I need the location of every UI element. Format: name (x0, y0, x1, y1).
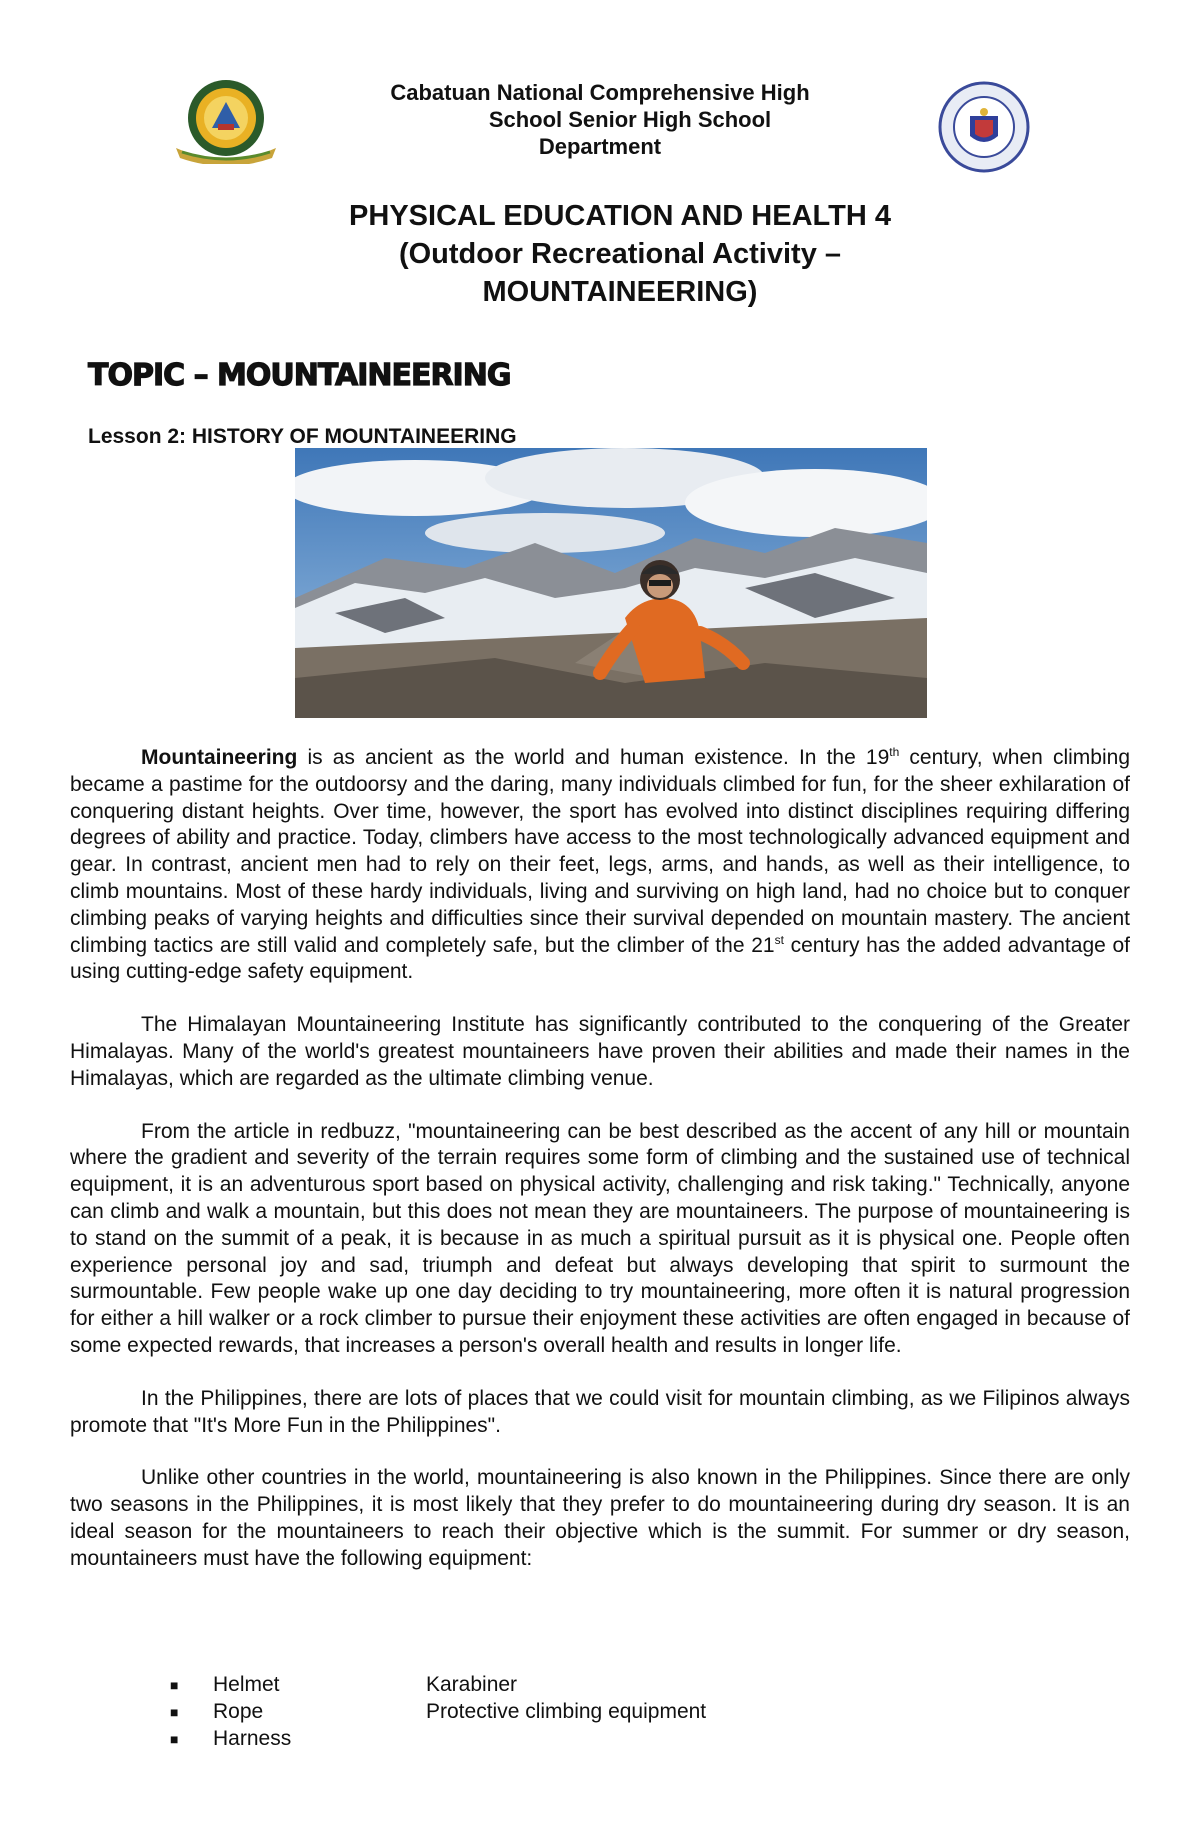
equipment-item: Helmet (213, 1673, 280, 1696)
paragraph-1-lead: Mountaineering (141, 746, 298, 769)
school-name-line1: Cabatuan National Comprehensive High (390, 80, 810, 105)
deped-seal-logo-icon (935, 78, 1033, 176)
mountaineer-photo (295, 448, 927, 718)
paragraph-1-part-b: century, when climbing became a pastime for the outdoorsy and the daring, many individuals climbed for fun, for the sheer exhilaration of conquering distant heights. Over time, however, the sport has evolved into distinct disciplines requiring differing degrees of ability and practice. Today, climbers have access to the most technologically advanced equipment and gear. In contrast, ancient men had to rely on their feet, legs, arms, and hands, as well as their intelligence, to climb mountains. Most of these hardy individuals, living and surviving on high land, had no choice but to conquer climbing peaks of varying heights and difficulties since their survival depended on mountain mastery. The ancient climbing tactics are still valid and completely safe, but the climber of the 21 (70, 746, 1130, 957)
equipment-item: Harness (213, 1726, 292, 1750)
body-text (70, 745, 1130, 1599)
document-title (160, 197, 1080, 311)
topic-heading: TOPIC – MOUNTAINEERING (88, 358, 511, 393)
paragraph-3: From the article in redbuzz, "mountaineering can be best described as the accent of any hill or mountain where the gradient and severity of the terrain requires some form of climbing and the sustained use of technical equipment, it is an adventurous sport based on physical activity, challenging and risk taking." Technically, anyone can climb and walk a mountain, but this does not mean they are mountaineers. The purpose of mountaineering is to stand on the summit of a peak, it is because in as much a spiritual pursuit as it is physical one. People often experience personal joy and sad, triumph and defeat but always developing that spirit to surmount the surmountable. Few people wake up one day deciding to try mountaineering, more often it is natural progression for either a hill walker or a rock climber to pursue their enjoyment these activities are often engaged in because of some expected rewards, that increases a person's overall health and results in longer life. (70, 1119, 1130, 1357)
paragraph-2: The Himalayan Mountaineering Institute has significantly contributed to the conquering of the Greater Himalayas. Many of the world's greatest mountaineers have proven their abilities and made their names in the Himalayas, which are regarded as the ultimate climbing venue. (70, 1013, 1130, 1090)
equipment-list (170, 1672, 970, 1752)
bullet-icon: ■ (170, 1730, 179, 1747)
lesson-heading: Lesson 2: HISTORY OF MOUNTAINEERING (88, 425, 517, 448)
school-name (330, 79, 870, 160)
list-item (170, 1699, 970, 1726)
title-line2: (Outdoor Recreational Activity – (398, 238, 842, 270)
school-seal-logo-icon (170, 78, 282, 164)
title-line3: MOUNTAINEERING) (482, 276, 758, 308)
paragraph-5: Unlike other countries in the world, mountaineering is also known in the Philippines. Since there are only two seasons in the Philippines, it is most likely that they prefer to do mountaineering during dry season. It is an ideal season for the mountaineers to reach their objective which is the summit. For summer or dry season, mountaineers must have the following equipment: (70, 1466, 1130, 1570)
equipment-item: Rope (213, 1699, 264, 1723)
school-name-line3: Department (538, 134, 662, 159)
paragraph-1 (70, 745, 1130, 986)
bullet-icon: ■ (170, 1677, 179, 1693)
bullet-icon: ■ (170, 1703, 179, 1720)
ordinal-suffix: th (889, 745, 900, 759)
paragraph-1-part-a: is as ancient as the world and human existence. In the 19 (297, 746, 890, 769)
equipment-item: Karabiner (426, 1673, 518, 1696)
title-line1: PHYSICAL EDUCATION AND HEALTH 4 (349, 200, 891, 232)
list-item (170, 1672, 970, 1699)
equipment-item: Protective climbing equipment (426, 1699, 707, 1723)
paragraph-4: In the Philippines, there are lots of places that we could visit for mountain climbing, as we Filipinos always promote that "It's More Fun in the Philippines". (70, 1386, 1130, 1437)
paragraph-1-part-c: century has the added advantage of using cutting-edge safety equipment. (70, 933, 1131, 984)
school-name-line2: School Senior High School (488, 107, 772, 132)
list-item (170, 1726, 970, 1753)
ordinal-suffix: st (774, 932, 784, 947)
